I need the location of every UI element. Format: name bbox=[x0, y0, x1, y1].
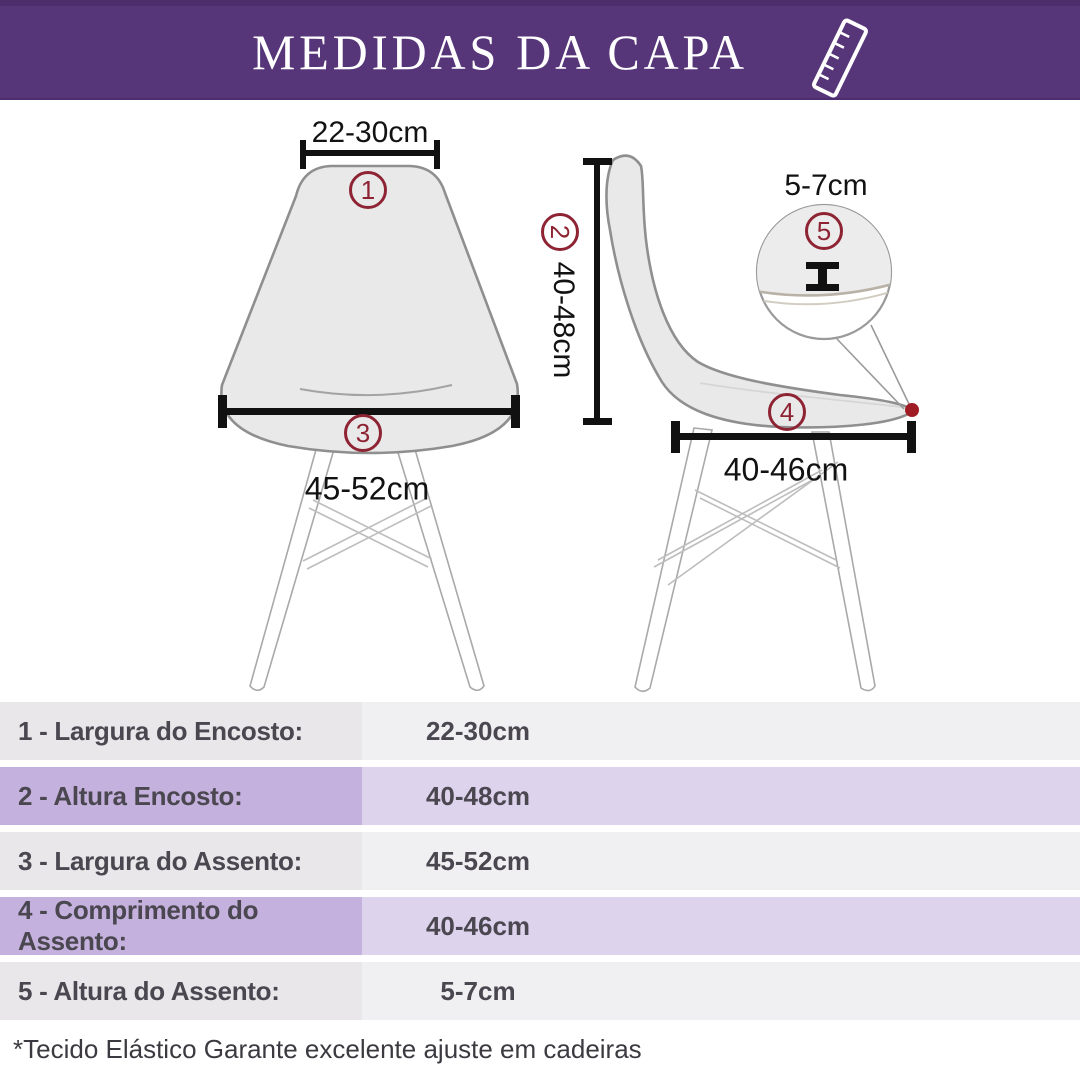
row-5-value: 5-7cm bbox=[440, 975, 516, 1006]
table-row-1 bbox=[0, 702, 1080, 760]
chair-drawings bbox=[0, 100, 1080, 702]
page-title: MEDIDAS DA CAPA bbox=[252, 24, 748, 80]
table-row-4 bbox=[0, 897, 1080, 955]
seat-edge-dot bbox=[905, 403, 919, 417]
marker-1: 1 bbox=[349, 171, 387, 209]
measurement-diagram bbox=[0, 100, 1080, 702]
row-3-value: 45-52cm bbox=[425, 845, 531, 876]
table-row-2 bbox=[0, 767, 1080, 825]
row-5-label: 5 - Altura do Assento: bbox=[0, 962, 362, 1020]
row-4-value: 40-46cm bbox=[425, 910, 531, 941]
marker-5: 5 bbox=[805, 212, 843, 250]
marker-2: 2 bbox=[541, 213, 579, 251]
marker-3: 3 bbox=[344, 414, 382, 452]
seat-width-label: 45-52cm bbox=[304, 470, 430, 507]
row-2-label: 2 - Altura Encosto: bbox=[0, 767, 362, 825]
seat-edge-height-label: 5-7cm bbox=[784, 169, 868, 202]
row-1-label: 1 - Largura do Encosto: bbox=[0, 702, 362, 760]
row-2-value: 40-48cm bbox=[425, 780, 531, 811]
backrest-height-label: 40-48cm bbox=[547, 261, 580, 379]
elastic-fabric-footnote: *Tecido Elástico Garante excelente ajuste em cadeiras bbox=[13, 1034, 642, 1064]
backrest-width-label: 22-30cm bbox=[311, 116, 429, 149]
row-3-label: 3 - Largura do Assento: bbox=[0, 832, 362, 890]
seat-length-label: 40-46cm bbox=[723, 451, 849, 488]
row-1-value: 22-30cm bbox=[425, 715, 531, 746]
front-chair-braces bbox=[303, 498, 432, 569]
table-row-3 bbox=[0, 832, 1080, 890]
header-banner bbox=[0, 0, 1080, 100]
row-4-label: 4 - Comprimento do Assento: bbox=[0, 897, 362, 955]
ruler-icon bbox=[800, 10, 880, 104]
marker-4: 4 bbox=[768, 393, 806, 431]
table-row-5 bbox=[0, 962, 1080, 1020]
